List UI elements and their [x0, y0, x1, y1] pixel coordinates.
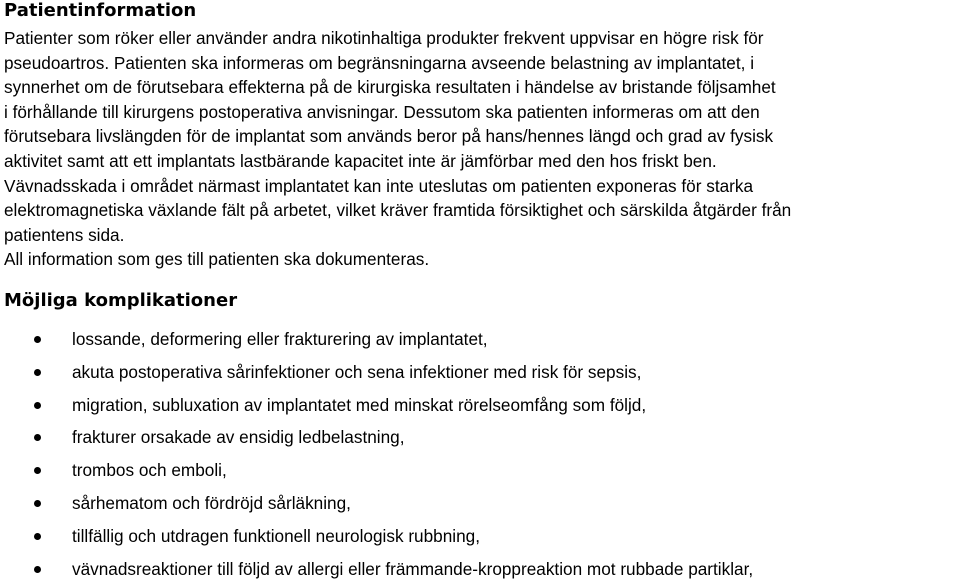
- list-item-text: sårhematom och fördröjd sårläkning,: [72, 492, 351, 513]
- list-item-text: lossande, deformering eller frakturering av implantatet,: [72, 329, 488, 349]
- list-item: [4, 454, 956, 487]
- bullet-icon: [34, 467, 41, 474]
- bullet-icon: [34, 402, 41, 409]
- paragraph-line: aktivitet samt att ett implantats lastbärande kapacitet inte är jämförbar med den hos friskt ben.: [4, 150, 717, 171]
- paragraph-line: förutsebara livslängden för de implantat som används beror på hans/hennes längd och grad av fysisk: [4, 126, 774, 147]
- bullet-icon: [34, 533, 41, 540]
- bullet-icon: [34, 566, 41, 573]
- list-item: [4, 421, 956, 454]
- bullet-icon: [34, 500, 41, 507]
- list-item: [4, 323, 956, 356]
- paragraph-line: All information som ges till patienten ska dokumenteras.: [4, 249, 430, 270]
- list-item: [4, 389, 956, 422]
- list-item-text: migration, subluxation av implantatet med minskat rörelseomfång som följd,: [72, 394, 647, 415]
- section-heading-patientinformation: Patientinformation: [4, 0, 197, 21]
- bullet-icon: [34, 369, 41, 376]
- paragraph-line: Vävnadsskada i området närmast implantatet kan inte uteslutas om patienten exponeras för starka: [4, 175, 754, 196]
- list-item-text: akuta postoperativa sårinfektioner och sena infektioner med risk för sepsis,: [72, 361, 642, 382]
- list-item-text: frakturer orsakade av ensidig ledbelastning,: [72, 427, 405, 448]
- list-item: [4, 487, 956, 520]
- paragraph-line: synnerhet om de förutsebara effekterna på de kirurgiska resultaten i händelse av bristande följsamhet: [4, 77, 776, 98]
- complications-list: [4, 323, 956, 585]
- list-item-text: tillfällig och utdragen funktionell neurologisk rubbning,: [72, 525, 480, 546]
- paragraph-line: elektromagnetiska växlande fält på arbetet, vilket kräver framtida försiktighet och särskilda åtgärder från: [4, 200, 792, 221]
- paragraph-line: pseudoartros. Patienten ska informeras om begränsningarna avseende belastning av implantatet, i: [4, 52, 755, 73]
- list-item: [4, 553, 956, 585]
- list-item-text: vävnadsreaktioner till följd av allergi eller främmande-kroppreaktion mot rubbade partiklar,: [72, 558, 754, 579]
- paragraph-line: Patienter som röker eller använder andra nikotinhaltiga produkter frekvent uppvisar en högre risk för: [4, 28, 764, 48]
- bullet-icon: [34, 336, 41, 343]
- bullet-icon: [34, 434, 41, 441]
- paragraph-line: i förhållande till kirurgens postoperativa anvisningar. Dessutom ska patienten informeras om att den: [4, 101, 760, 122]
- paragraph-line: patientens sida.: [4, 224, 125, 245]
- section-heading-complications: Möjliga komplikationer: [4, 290, 238, 311]
- patient-information-paragraph: [4, 26, 956, 272]
- list-item-text: trombos och emboli,: [72, 460, 227, 481]
- list-item: [4, 356, 956, 389]
- list-item: [4, 520, 956, 553]
